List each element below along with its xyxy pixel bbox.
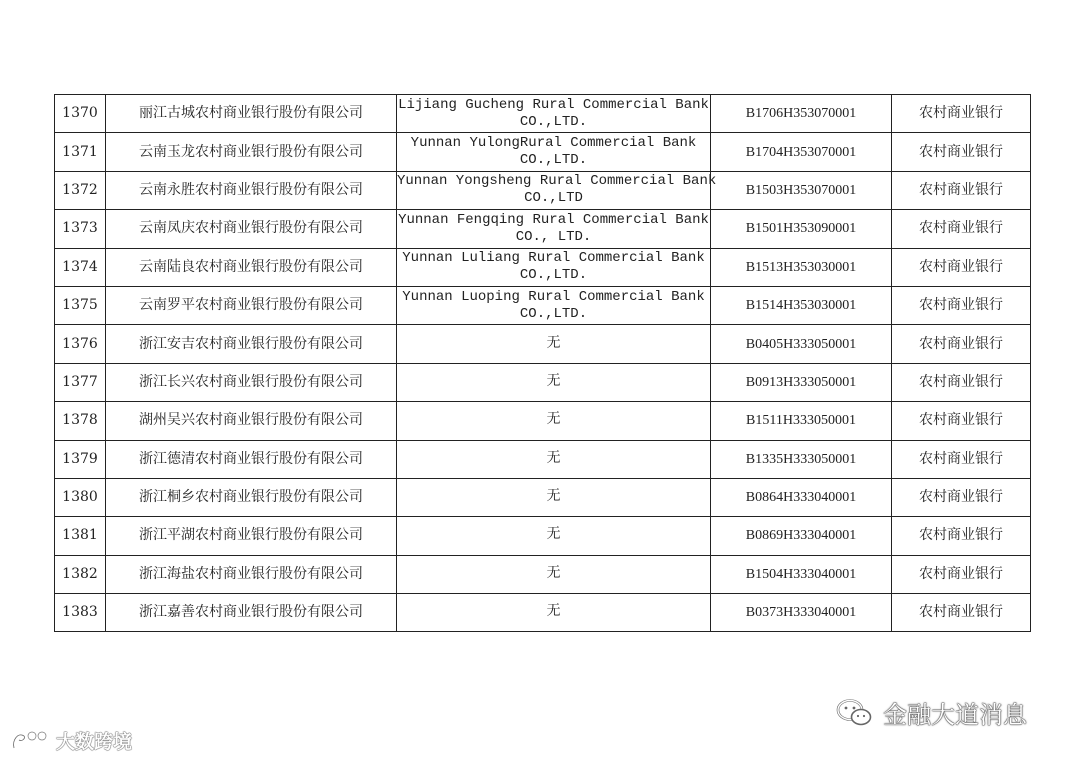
table-row bbox=[55, 286, 1031, 324]
english-name-line: Yunnan Luoping Rural Commercial Bank bbox=[402, 288, 705, 305]
table-row bbox=[55, 594, 1031, 632]
chinese-name-cell: 浙江长兴农村商业银行股份有限公司 bbox=[106, 363, 397, 401]
english-name-line: Yunnan Fengqing Rural Commercial Bank bbox=[398, 211, 709, 228]
wechat-icon bbox=[835, 697, 875, 729]
institution-type-cell: 农村商业银行 bbox=[892, 325, 1031, 363]
table-row bbox=[55, 133, 1031, 171]
table-row bbox=[55, 555, 1031, 593]
institution-type-cell: 农村商业银行 bbox=[892, 210, 1031, 248]
chinese-name-cell: 浙江安吉农村商业银行股份有限公司 bbox=[106, 325, 397, 363]
row-number-cell: 1371 bbox=[55, 133, 106, 171]
institution-type-cell: 农村商业银行 bbox=[892, 133, 1031, 171]
institution-code-cell: B0405H333050001 bbox=[711, 325, 892, 363]
english-name-line: 无 bbox=[546, 489, 561, 506]
institution-code-cell: B1511H333050001 bbox=[711, 402, 892, 440]
watermark-right-text: 金融大道消息 bbox=[883, 701, 1027, 729]
chinese-name-cell: 湖州吴兴农村商业银行股份有限公司 bbox=[106, 402, 397, 440]
english-name-cell bbox=[397, 402, 711, 440]
institution-type-cell: 农村商业银行 bbox=[892, 95, 1031, 133]
english-name-line: 无 bbox=[546, 450, 561, 467]
english-name-cell bbox=[397, 478, 711, 516]
english-name-line: Yunnan YulongRural Commercial Bank bbox=[410, 135, 697, 152]
institution-code-cell: B1503H353070001 bbox=[711, 171, 892, 209]
english-name-cell bbox=[397, 517, 711, 555]
institution-code-cell: B1706H353070001 bbox=[711, 95, 892, 133]
institution-type-cell: 农村商业银行 bbox=[892, 555, 1031, 593]
table-row bbox=[55, 478, 1031, 516]
english-name-line: Yunnan Luliang Rural Commercial Bank bbox=[402, 250, 705, 267]
table-row bbox=[55, 95, 1031, 133]
table-body bbox=[55, 95, 1031, 632]
chinese-name-cell: 云南罗平农村商业银行股份有限公司 bbox=[106, 286, 397, 324]
institution-type-cell: 农村商业银行 bbox=[892, 248, 1031, 286]
row-number-cell: 1378 bbox=[55, 402, 106, 440]
english-name-cell bbox=[397, 440, 711, 478]
english-name-line: CO.,LTD. bbox=[519, 267, 588, 284]
institution-type-cell: 农村商业银行 bbox=[892, 363, 1031, 401]
institution-type-cell: 农村商业银行 bbox=[892, 171, 1031, 209]
institution-type-cell: 农村商业银行 bbox=[892, 517, 1031, 555]
bank-list-table bbox=[54, 94, 1031, 632]
watermark-right bbox=[835, 695, 1027, 730]
institution-code-cell: B1504H333040001 bbox=[711, 555, 892, 593]
english-name-cell bbox=[397, 248, 711, 286]
institution-type-cell: 农村商业银行 bbox=[892, 402, 1031, 440]
english-name-cell bbox=[397, 555, 711, 593]
chinese-name-cell: 浙江嘉善农村商业银行股份有限公司 bbox=[106, 594, 397, 632]
logo-icon bbox=[10, 728, 52, 754]
chinese-name-cell: 云南凤庆农村商业银行股份有限公司 bbox=[106, 210, 397, 248]
table-row bbox=[55, 402, 1031, 440]
watermark-left-text: 大数跨境 bbox=[56, 731, 133, 753]
english-name-cell bbox=[397, 171, 717, 209]
chinese-name-cell: 浙江平湖农村商业银行股份有限公司 bbox=[106, 517, 397, 555]
english-name-line: CO.,LTD bbox=[524, 190, 583, 207]
english-name-cell bbox=[397, 325, 711, 363]
chinese-name-cell: 云南玉龙农村商业银行股份有限公司 bbox=[106, 133, 397, 171]
english-name-cell bbox=[397, 95, 711, 133]
row-number-cell: 1373 bbox=[55, 210, 106, 248]
table-row bbox=[55, 363, 1031, 401]
institution-code-cell: B0373H333040001 bbox=[711, 594, 892, 632]
table-row bbox=[55, 210, 1031, 248]
english-name-line: 无 bbox=[546, 373, 561, 390]
english-name-line: 无 bbox=[546, 335, 561, 352]
row-number-cell: 1383 bbox=[55, 594, 106, 632]
english-name-cell bbox=[397, 363, 711, 401]
english-name-line: CO.,LTD. bbox=[519, 152, 588, 169]
chinese-name-cell: 浙江德清农村商业银行股份有限公司 bbox=[106, 440, 397, 478]
english-name-line: CO., LTD. bbox=[515, 228, 592, 245]
institution-type-cell: 农村商业银行 bbox=[892, 594, 1031, 632]
english-name-line: CO.,LTD. bbox=[519, 113, 588, 130]
institution-code-cell: B0864H333040001 bbox=[711, 478, 892, 516]
table-row bbox=[55, 325, 1031, 363]
english-name-line: 无 bbox=[546, 527, 561, 544]
institution-code-cell: B1335H333050001 bbox=[711, 440, 892, 478]
row-number-cell: 1375 bbox=[55, 286, 106, 324]
english-name-cell bbox=[397, 210, 711, 248]
english-name-line: 无 bbox=[546, 565, 561, 582]
english-name-line: 无 bbox=[546, 412, 561, 429]
row-number-cell: 1381 bbox=[55, 517, 106, 555]
table-row bbox=[55, 440, 1031, 478]
english-name-line: Yunnan Yongsheng Rural Commercial Bank bbox=[397, 173, 717, 190]
chinese-name-cell: 浙江海盐农村商业银行股份有限公司 bbox=[106, 555, 397, 593]
table-row bbox=[55, 248, 1031, 286]
institution-type-cell: 农村商业银行 bbox=[892, 478, 1031, 516]
row-number-cell: 1382 bbox=[55, 555, 106, 593]
row-number-cell: 1376 bbox=[55, 325, 106, 363]
english-name-cell bbox=[397, 594, 711, 632]
row-number-cell: 1380 bbox=[55, 478, 106, 516]
row-number-cell: 1377 bbox=[55, 363, 106, 401]
english-name-cell bbox=[397, 286, 711, 324]
english-name-line: CO.,LTD. bbox=[519, 305, 588, 322]
institution-code-cell: B1704H353070001 bbox=[711, 133, 892, 171]
table-row bbox=[55, 517, 1031, 555]
institution-code-cell: B0869H333040001 bbox=[711, 517, 892, 555]
institution-code-cell: B1513H353030001 bbox=[711, 248, 892, 286]
english-name-line: Lijiang Gucheng Rural Commercial Bank bbox=[398, 96, 709, 113]
institution-type-cell: 农村商业银行 bbox=[892, 286, 1031, 324]
row-number-cell: 1370 bbox=[55, 95, 106, 133]
institution-code-cell: B0913H333050001 bbox=[711, 363, 892, 401]
chinese-name-cell: 丽江古城农村商业银行股份有限公司 bbox=[106, 95, 397, 133]
institution-code-cell: B1501H353090001 bbox=[711, 210, 892, 248]
chinese-name-cell: 浙江桐乡农村商业银行股份有限公司 bbox=[106, 478, 397, 516]
row-number-cell: 1379 bbox=[55, 440, 106, 478]
chinese-name-cell: 云南永胜农村商业银行股份有限公司 bbox=[106, 171, 397, 209]
institution-code-cell: B1514H353030001 bbox=[711, 286, 892, 324]
row-number-cell: 1374 bbox=[55, 248, 106, 286]
watermark-left bbox=[10, 727, 132, 754]
row-number-cell: 1372 bbox=[55, 171, 106, 209]
table-row bbox=[55, 171, 1031, 209]
english-name-line: 无 bbox=[546, 604, 561, 621]
chinese-name-cell: 云南陆良农村商业银行股份有限公司 bbox=[106, 248, 397, 286]
institution-type-cell: 农村商业银行 bbox=[892, 440, 1031, 478]
english-name-cell bbox=[397, 133, 711, 171]
